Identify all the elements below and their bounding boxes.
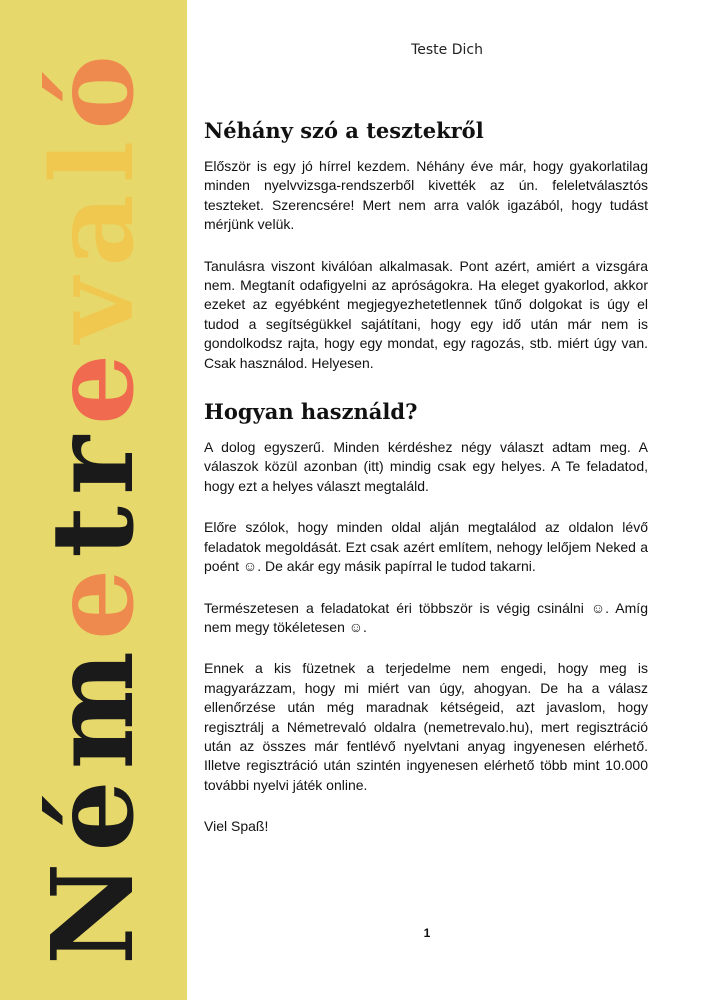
paragraph: Először is egy jó hírrel kezdem. Néhány éve már, hogy gyakorlatilag minden nyelvvizsga-rendszerből kivették az ún. feleletválasztós teszteket. Szerencsére! Mert nem arra valók igazából, hogy tudást mérjünk velük. <box>204 158 648 233</box>
brand-letter: e <box>28 568 159 640</box>
paragraph: Természetesen a feladatokat éri többször is végig csinálni ☺. Amíg nem megy tökéletesen ☺. <box>204 599 648 635</box>
brand-vertical-logo <box>12 0 172 1000</box>
brand-letter: m <box>28 650 159 770</box>
svg-text:Németrevaló <box>28 55 159 965</box>
brand-letter: l <box>28 140 159 184</box>
header-title: Teste Dich <box>411 42 483 58</box>
paragraph: Tanulásra viszont kiválóan alkalmasak. Pont azért, amiért a vizsgára nem. Megtanít odafigyelni az apróságokra. Ha eleget gyakorlod, akkor ezeket az egyébként megjegyezhetetlennek tűnő dolgokat is úgy el tudod a segítségükkel sajátítani, hogy egy idő után már nem is gondolkodsz rajta, hogy egy mondat, egy ragozás, stb. miért úgy van. Csak használod. Helyesen. <box>204 257 648 371</box>
paragraph: Ennek a kis füzetnek a terjedelme nem engedi, hogy meg is magyarázzam, hogy mi miért van úgy, ahogyan. De ha a válasz ellenőrzése után még maradnak kétségeid, azt javaslom, hogy regisztrálj a Németrevaló oldalra (nemetrevalo.hu), mert regisztráció után az összes már fentlévő nyelvtani anyag ingyenesen elérhető. Illetve regisztráció után szintén ingyenesen elérhető több mint 10.000 további nyelvi játék online. <box>204 660 648 793</box>
section-heading-usage: Hogyan használd? <box>204 399 418 425</box>
paragraph: A dolog egyszerű. Minden kérdéshez négy választ adtam meg. A válaszok közül azonban (itt) mindig csak egy helyes. A Te feladatod, hogy ezt a helyes választ megtaláld. <box>204 439 648 494</box>
brand-letter: t <box>28 505 159 558</box>
paragraph: Viel Spaß! <box>204 818 269 835</box>
paragraph: Előre szólok, hogy minden oldal alján megtalálod az oldalon lévő feladatok megoldását. Ezt csak azért említem, nehogy lelőjem Neked a poént ☺. De akár egy másik papírral le tudod takarni. <box>204 519 648 575</box>
brand-letter: é <box>28 780 159 852</box>
brand-letter: e <box>28 353 159 426</box>
page-number: 1 <box>423 926 431 940</box>
main-content <box>204 118 648 859</box>
brand-letter: ó <box>28 55 159 130</box>
brand-wordmark <box>12 0 172 1000</box>
brand-letter: N <box>28 862 159 965</box>
section-heading-tests: Néhány szó a tesztekről <box>204 118 484 143</box>
brand-letters <box>28 55 159 965</box>
brand-letter: a <box>28 194 159 267</box>
brand-letter: v <box>28 277 159 343</box>
brand-letter: r <box>28 436 159 496</box>
